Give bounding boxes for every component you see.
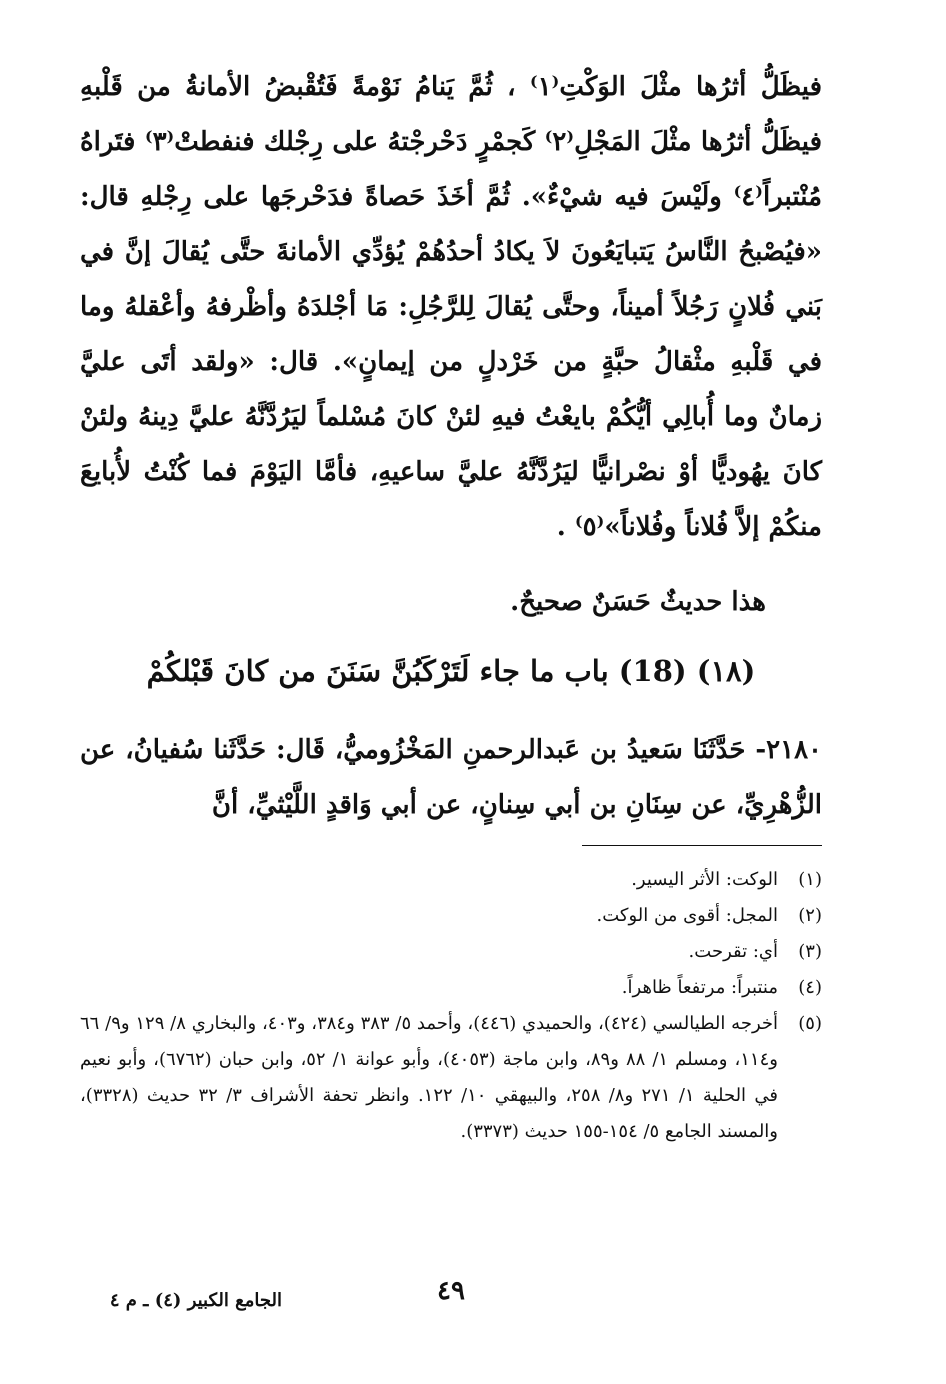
footnote-separator [582, 845, 822, 846]
running-head: الجامع الكبير (٤) ـ م ٤ [109, 1290, 282, 1311]
chapter-title: (١٨) (18) باب ما جاء لَتَرْكَبُنَّ سَنَنَ من كانَ قَبْلكُمْ [146, 654, 756, 688]
page-footer [80, 1276, 822, 1316]
page-body [80, 60, 822, 1150]
footnote-item [80, 898, 822, 934]
footnotes [80, 862, 822, 1150]
footnote-item [80, 1006, 822, 1150]
page-number: ٤٩ [437, 1276, 465, 1306]
footnote-item [80, 934, 822, 970]
footnote-text: أي: تقرحت. [688, 941, 778, 962]
footnote-number: (٥) [798, 1013, 822, 1034]
footnote-text: أخرجه الطيالسي (٤٢٤)، والحميدي (٤٤٦)، وأحمد ٥/ ٣٨٣ و٣٨٤، و٤٠٣، والبخاري ٨/ ١٢٩ و٩/ ٦٦ و١١٤، ومسلم ١/ ٨٨ و٨٩، وابن ماجة (٤٠٥٣)، وأبو عوانة ١/ ٥٢، وابن حبان (٦٧٦٢)، وأبو نعيم في الحلية ١/ ٢٧١ و٨/ ٢٥٨، والبيهقي ١٠/ ١٢٢. وانظر تحفة الأشراف ٣/ ٣٢ حديث (٣٣٢٨)، والمسند الجامع ٥/ ١٥٤-١٥٥ حديث (٣٣٧٣). [80, 1013, 778, 1142]
footnote-item [80, 862, 822, 898]
hadith-text: فيظَلُّ أثرُها مثْلَ الوَكْتِ⁽١⁾ ، ثُمَّ يَنامُ نَوْمةً فَتُقْبضُ الأمانةُ من قَلْبهِ فيظَلُّ أثرُها مثْلَ المَجْلِ⁽٢⁾ كَجمْرٍ دَحْرجْتهُ على رِجْلك فنفطتْ⁽٣⁾ فتَراهُ مُنْتبراً⁽٤⁾ ولَيْسَ فيه شيْءٌ». ثُمَّ أخَذَ حَصاةً فدَحْرجَها على رِجْلهِ قال: «فيُصْبحُ النَّاسُ يَتبايَعُونَ لاَ يكادُ أحدُهُمْ يُؤدِّي الأمانةَ حتَّى يُقالَ إنَّ في بَني فُلانٍ رَجُلاً أميناً، وحتَّى يُقالَ لِلرَّجُلِ: مَا أجْلدَهُ وأظْرفهُ وأعْقلهُ وما في قَلْبهِ مثْقالُ حبَّةٍ من خَرْدلٍ من إيمانٍ». قال: «ولقد أتَى عليَّ زمانٌ وما أُبالِي أيُّكُمْ بايعْتُ فيهِ لئنْ كانَ مُسْلماً ليَرُدَّنَّهُ عليَّ دِينهُ ولئنْ كانَ يهُوديًّا أوْ نصْرانيًّا ليَرُدَّنَّهُ عليَّ ساعيهِ، فأمَّا اليَوْمَ فما كُنْتُ لأُبايعَ منكُمْ إلاَّ فُلاناً وفُلاناً»⁽٥⁾ . [80, 72, 822, 542]
footnote-number: (٤) [798, 977, 822, 998]
footnote-text: منتبراً: مرتفعاً ظاهراً. [621, 977, 778, 998]
footnote-item [80, 970, 822, 1006]
footnote-number: (٣) [798, 941, 822, 962]
footnote-text: المجل: أقوى من الوكت. [596, 905, 778, 926]
hadith-grade: هذا حديثٌ حَسَنٌ صحيحٌ. [510, 587, 766, 617]
hadith-isnad: ٢١٨٠- حَدَّثَنَا سَعيدُ بن عَبدالرحمنِ المَخْزُوميُّ، قَال: حَدَّثَنا سُفيانُ، عن الزُّهْرِيِّ، عن سِنَانِ بن أبي سِنانٍ، عن أبي وَاقدٍ اللَّيْثيِّ، أنَّ [80, 735, 822, 820]
footnote-number: (١) [798, 869, 822, 890]
footnote-number: (٢) [798, 905, 822, 926]
footnote-text: الوكت: الأثر اليسير. [631, 869, 778, 890]
